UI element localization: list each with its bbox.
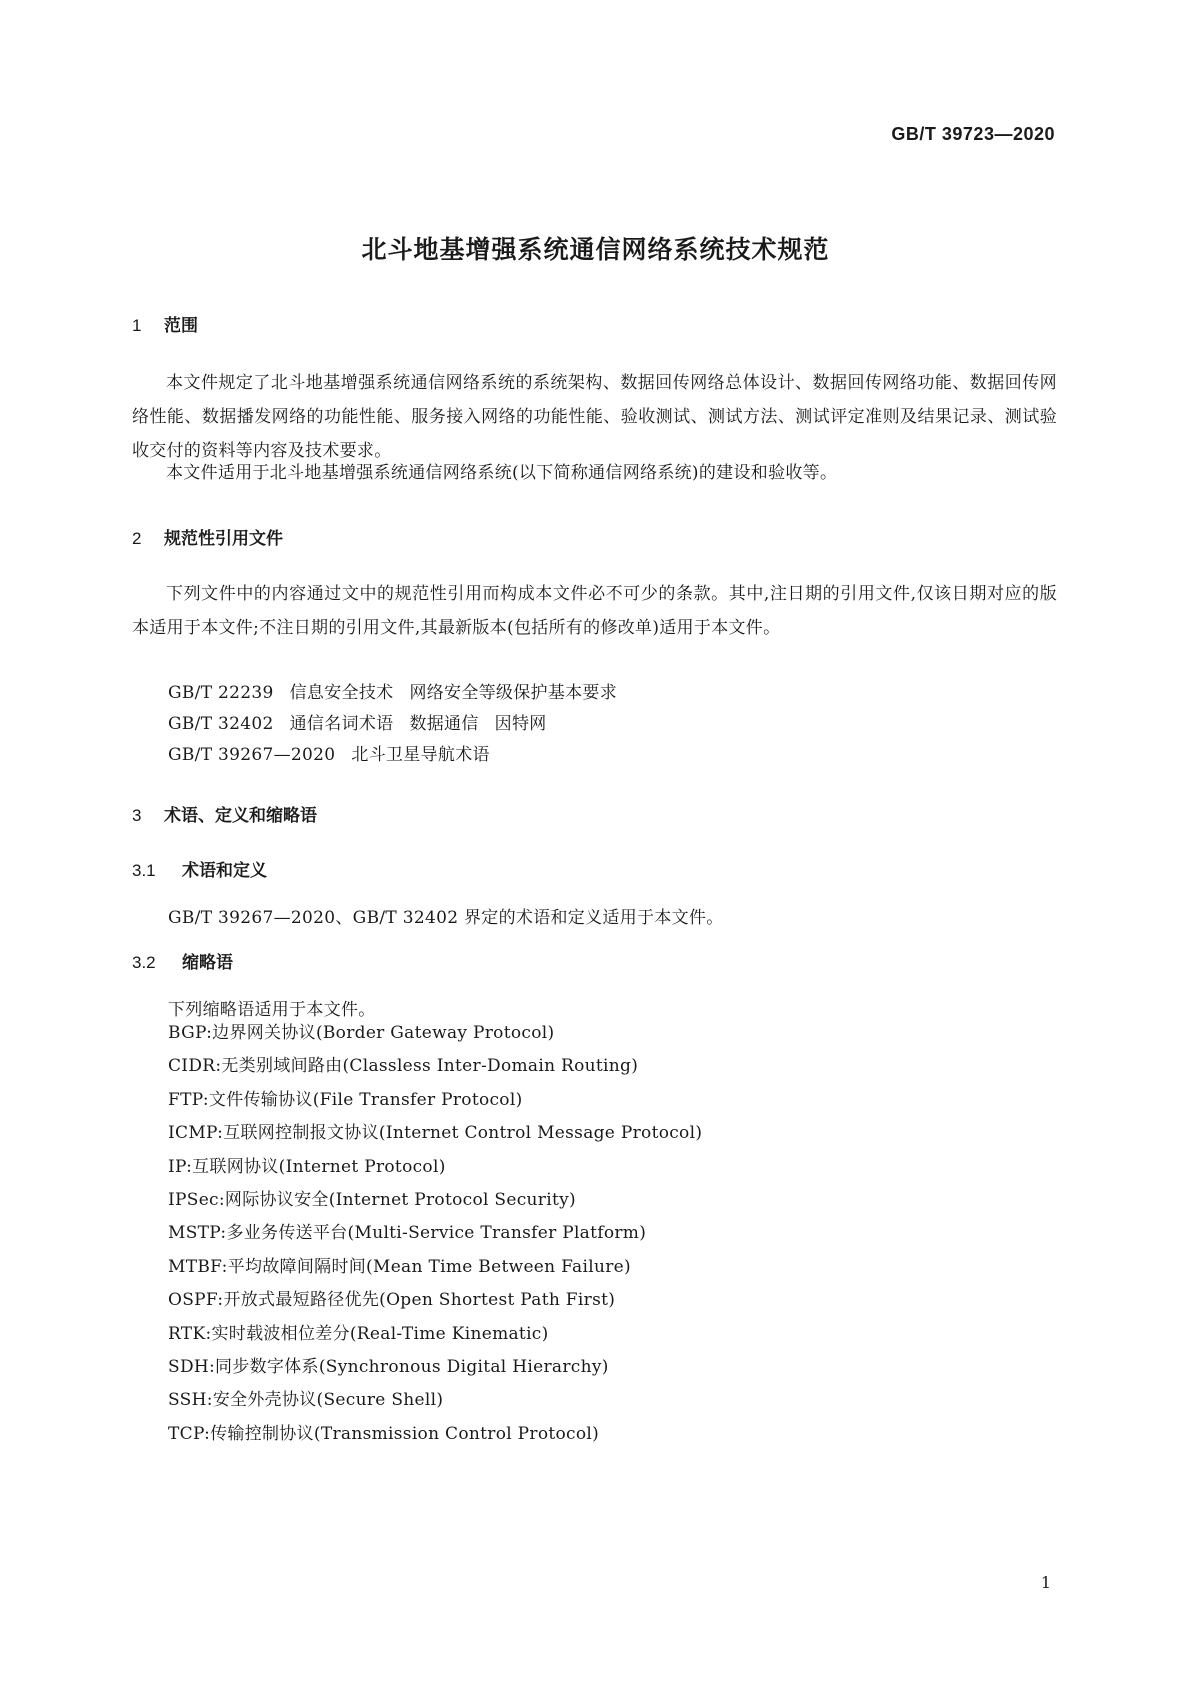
subsection-title: 缩略语 bbox=[182, 953, 233, 973]
abbreviation-item: TCP:传输控制协议(Transmission Control Protocol) bbox=[168, 1423, 600, 1444]
scope-paragraph-1: 本文件规定了北斗地基增强系统通信网络系统的系统架构、数据回传网络总体设计、数据回传网络功能、数据回传网络性能、数据播发网络的功能性能、服务接入网络的功能性能、验收测试、测试方法、测试评定准则及结果记录、测试验收交付的资料等内容及技术要求。 bbox=[132, 373, 1057, 461]
abbreviation-item: RTK:实时载波相位差分(Real-Time Kinematic) bbox=[168, 1323, 549, 1344]
section-3-1-heading bbox=[132, 856, 267, 881]
subsection-title: 术语和定义 bbox=[182, 861, 267, 881]
section-title: 术语、定义和缩略语 bbox=[164, 806, 317, 826]
section-number: 2 bbox=[132, 529, 142, 548]
page-number: 1 bbox=[1040, 1573, 1051, 1592]
reference-code: GB/T 32402 bbox=[168, 714, 274, 734]
reference-item bbox=[168, 709, 547, 734]
abbreviation-item: CIDR:无类别域间路由(Classless Inter-Domain Routing) bbox=[168, 1056, 639, 1077]
reference-item bbox=[168, 740, 490, 765]
section-2-heading bbox=[132, 524, 283, 549]
abbreviation-item: IPSec:网际协议安全(Internet Protocol Security) bbox=[168, 1189, 576, 1210]
section-title: 范围 bbox=[164, 316, 198, 336]
standard-code: GB/T 39723—2020 bbox=[891, 124, 1055, 144]
abbreviation-item: MSTP:多业务传送平台(Multi-Service Transfer Platform) bbox=[168, 1223, 647, 1244]
reference-title: 信息安全技术 bbox=[289, 683, 394, 703]
references-intro: 下列文件中的内容通过文中的规范性引用而构成本文件必不可少的条款。其中,注日期的引用文件,仅该日期对应的版本适用于本文件;不注日期的引用文件,其最新版本(包括所有的修改单)适用于本文件。 bbox=[132, 584, 1057, 638]
reference-title: 北斗卫星导航术语 bbox=[351, 745, 490, 765]
section-3-2-heading bbox=[132, 948, 233, 973]
section-number: 1 bbox=[132, 316, 142, 335]
reference-code: GB/T 39267—2020 bbox=[168, 745, 336, 765]
reference-subtitle: 网络安全等级保护基本要求 bbox=[409, 683, 618, 703]
abbreviation-item: BGP:边界网关协议(Border Gateway Protocol) bbox=[168, 1023, 555, 1043]
scope-paragraph-2: 本文件适用于北斗地基增强系统通信网络系统(以下简称通信网络系统)的建设和验收等。 bbox=[166, 463, 838, 483]
reference-item bbox=[168, 678, 617, 703]
abbreviation-item: OSPF:开放式最短路径优先(Open Shortest Path First) bbox=[168, 1290, 616, 1311]
abbreviation-item: SSH:安全外壳协议(Secure Shell) bbox=[168, 1390, 444, 1411]
abbreviation-item: SDH:同步数字体系(Synchronous Digital Hierarchy) bbox=[168, 1356, 609, 1377]
abbreviations-intro: 下列缩略语适用于本文件。 bbox=[168, 1000, 376, 1020]
document-title: 北斗地基增强系统通信网络系统技术规范 bbox=[361, 235, 830, 264]
reference-title: 通信名词术语 bbox=[289, 714, 394, 734]
abbreviation-item: MTBF:平均故障间隔时间(Mean Time Between Failure) bbox=[168, 1256, 631, 1277]
terms-definition-text: GB/T 39267—2020、GB/T 32402 界定的术语和定义适用于本文件。 bbox=[168, 908, 724, 928]
abbreviation-list bbox=[168, 1017, 702, 1451]
subsection-number: 3.1 bbox=[132, 861, 156, 880]
reference-code: GB/T 22239 bbox=[168, 683, 274, 703]
reference-subtitle: 数据通信 bbox=[409, 714, 479, 734]
subsection-number: 3.2 bbox=[132, 953, 156, 972]
reference-subtitle: 因特网 bbox=[494, 714, 547, 734]
section-number: 3 bbox=[132, 806, 142, 825]
section-1-heading bbox=[132, 311, 198, 336]
abbreviation-item: IP:互联网协议(Internet Protocol) bbox=[168, 1156, 446, 1177]
section-3-heading bbox=[132, 801, 317, 826]
abbreviation-item: ICMP:互联网控制报文协议(Internet Control Message Protocol) bbox=[168, 1123, 703, 1144]
abbreviation-item: FTP:文件传输协议(File Transfer Protocol) bbox=[168, 1089, 523, 1110]
section-title: 规范性引用文件 bbox=[164, 529, 283, 549]
